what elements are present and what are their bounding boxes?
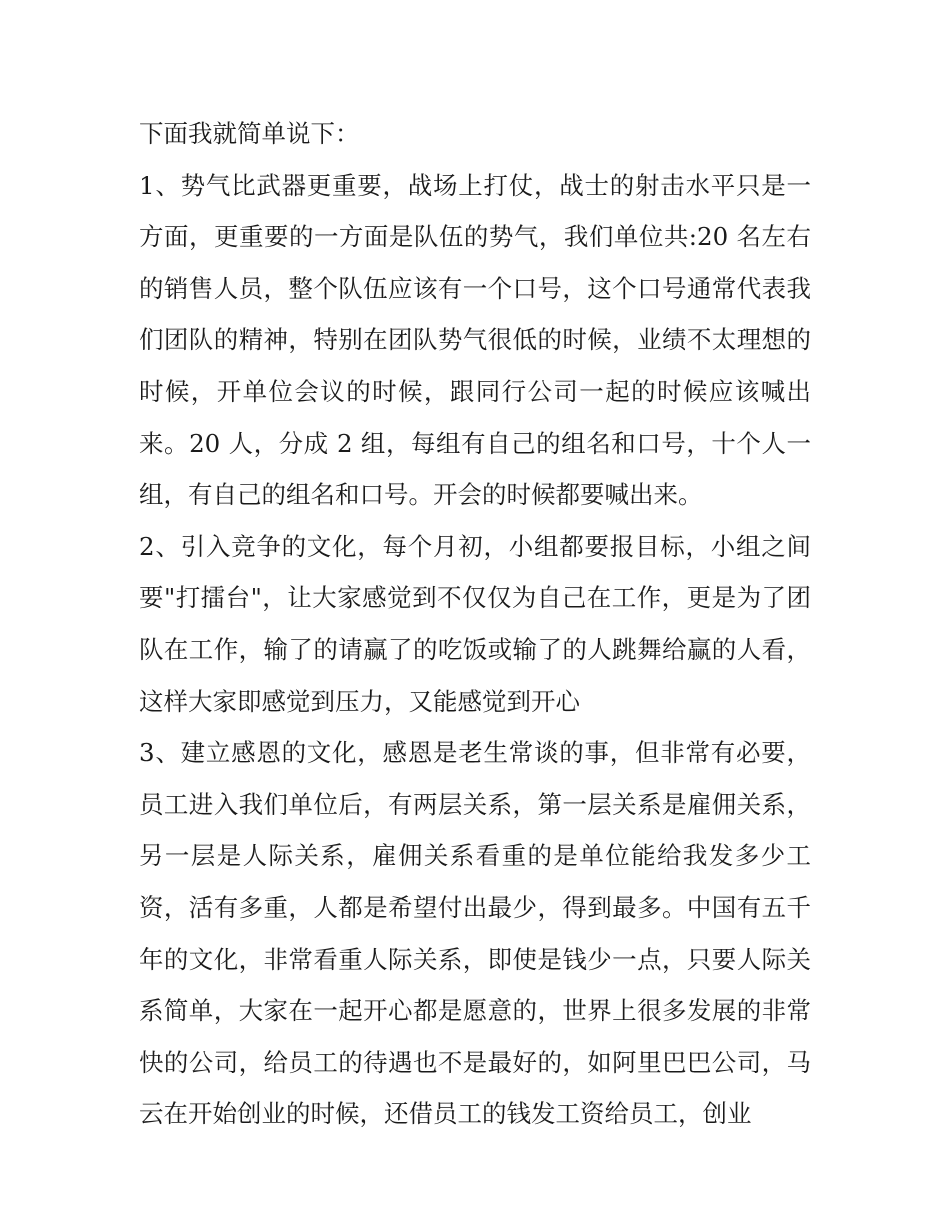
text-line: 员工进入我们单位后，有两层关系，第一层关系是雇佣关系，	[139, 789, 811, 819]
text-line: 们团队的精神，特别在团队势气很低的时候，业绩不太理想的	[139, 325, 811, 355]
text-line: 云在开始创业的时候，还借员工的钱发工资给员工，创业	[139, 1099, 752, 1129]
text-line: 时候，开单位会议的时候，跟同行公司一起的时候应该喊出	[139, 376, 811, 406]
text-line: 的销售人员，整个队伍应该有一个口号，这个口号通常代表我	[139, 273, 811, 303]
text-line: 要"打擂台"，让大家感觉到不仅仅为自己在工作，更是为了团	[139, 583, 811, 613]
text-line: 来。20 人，分成 2 组，每组有自己的组名和口号，十个人一	[139, 428, 811, 458]
text-line: 方面，更重要的一方面是队伍的势气，我们单位共:20 名左右	[139, 222, 811, 252]
text-line: 下面我就简单说下：	[139, 119, 360, 148]
text-line: 组，有自己的组名和口号。开会的时候都要喊出来。	[139, 480, 703, 510]
text-line: 快的公司，给员工的待遇也不是最好的，如阿里巴巴公司，马	[139, 1047, 811, 1077]
text-line: 系简单，大家在一起开心都是愿意的，世界上很多发展的非常	[139, 996, 811, 1026]
text-line: 另一层是人际关系，雇佣关系看重的是单位能给我发多少工	[139, 841, 811, 871]
text-line: 2、引入竞争的文化，每个月初，小组都要报目标，小组之间	[139, 531, 811, 561]
body-text	[139, 108, 819, 1140]
text-line: 年的文化，非常看重人际关系，即使是钱少一点，只要人际关	[139, 944, 811, 974]
text-line: 3、建立感恩的文化，感恩是老生常谈的事，但非常有必要，	[139, 738, 811, 768]
text-line: 队在工作，输了的请赢了的吃饭或输了的人跳舞给赢的人看，	[139, 634, 811, 664]
text-line: 这样大家即感觉到压力，又能感觉到开心	[139, 686, 580, 716]
text-line: 1、势气比武器更重要，战场上打仗，战士的射击水平只是一	[139, 170, 811, 200]
text-line: 资，活有多重，人都是希望付出最少，得到最多。中国有五千	[139, 892, 811, 922]
